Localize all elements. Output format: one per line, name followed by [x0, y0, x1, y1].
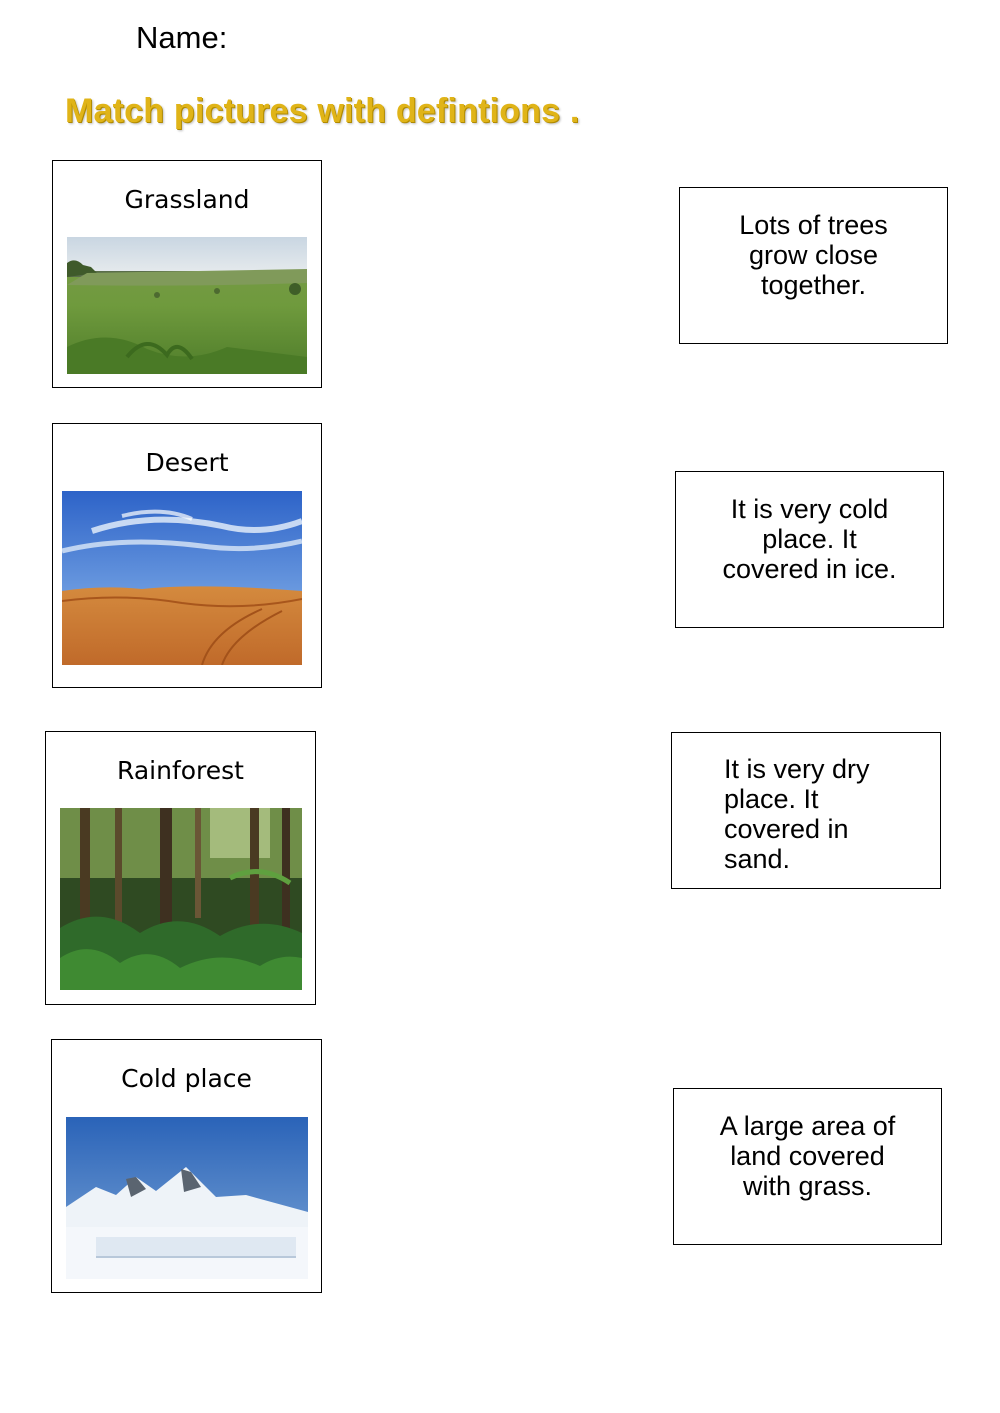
card-label: Cold place — [121, 1064, 252, 1093]
definition-line: land covered — [730, 1140, 885, 1171]
definition-line: It is very dry — [724, 753, 870, 784]
definition-line: Lots of trees — [739, 209, 888, 240]
page-title: Match pictures with defintions . — [65, 92, 580, 130]
definition-line: together. — [760, 269, 867, 300]
picture-card-grassland[interactable] — [52, 160, 322, 388]
picture-card-cold-place[interactable] — [51, 1039, 322, 1293]
definition-card-trees[interactable] — [679, 187, 948, 344]
definition-line: covered in — [724, 813, 849, 844]
definition-text — [672, 754, 870, 874]
definition-line: grow close — [748, 239, 879, 270]
picture-card-rainforest[interactable] — [45, 731, 316, 1005]
definition-line: A large area of — [719, 1110, 896, 1141]
rainforest-photo — [60, 808, 302, 990]
cold-place-photo — [66, 1117, 308, 1279]
definition-card-sand[interactable] — [671, 732, 941, 889]
definition-line: with grass. — [742, 1170, 873, 1201]
grassland-photo — [67, 237, 307, 374]
definition-line: place. It — [724, 783, 819, 814]
definition-line: place. It — [762, 523, 857, 554]
definition-text — [722, 494, 896, 584]
desert-photo — [62, 491, 302, 665]
card-label: Rainforest — [117, 756, 244, 785]
definition-line: sand. — [724, 843, 791, 874]
name-label: Name: — [136, 20, 228, 55]
card-label: Grassland — [124, 185, 250, 214]
definition-line: covered in ice. — [722, 553, 897, 584]
definition-line: It is very cold — [730, 493, 889, 524]
picture-card-desert[interactable] — [52, 423, 322, 688]
definition-text — [720, 1111, 896, 1201]
definition-card-ice[interactable] — [675, 471, 944, 628]
definition-card-grass[interactable] — [673, 1088, 942, 1245]
definition-text — [739, 210, 888, 300]
card-label: Desert — [145, 448, 229, 477]
